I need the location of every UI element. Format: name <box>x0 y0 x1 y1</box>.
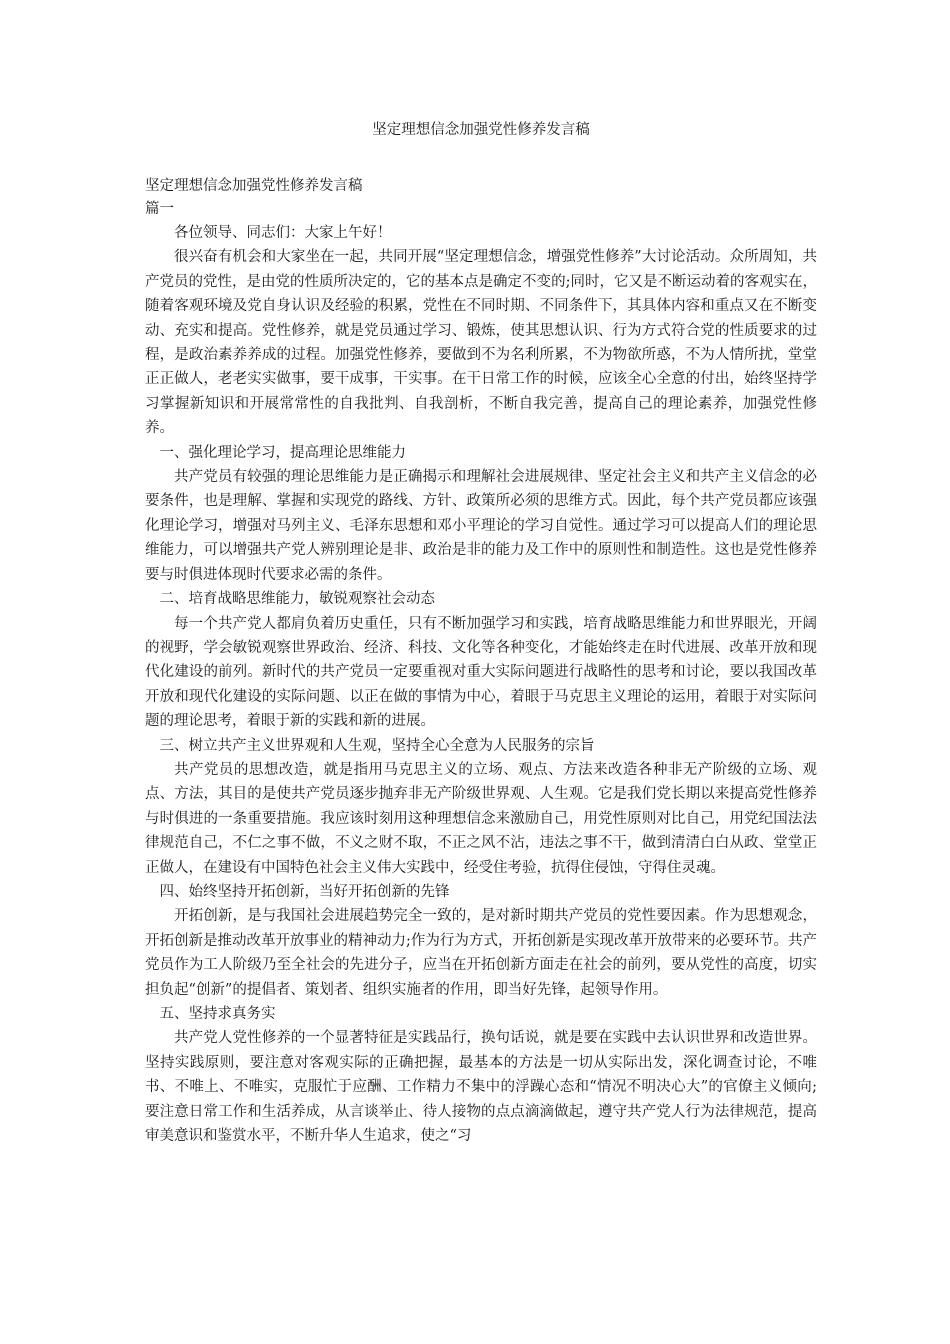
intro-paragraph: 很兴奋有机会和大家坐在一起，共同开展“坚定理想信念，增强党性修养”大讨论活动。众所周知，共产党员的党性，是由党的性质所决定的，它的基本点是确定不变的;同时，它又是不断运动着的客观实在，随着客观环境及党自身认识及经验的积累，党性在不同时期、不同条件下，其具体内容和重点又在不断变动、充实和提高。党性修养，就是党员通过学习、锻炼，使其思想认识、行为方式符合党的性质要求的过程，是政治素养养成的过程。加强党性修养，要做到不为名利所累，不为物欲所惑，不为人情所扰，堂堂正正做人，老老实实做事，要干成事，干实事。在干日常工作的时候，应该全心全意的付出，始终坚持学习掌握新知识和开展常常性的自我批判、自我剖析，不断自我完善，提高自己的理论素养，加强党性修养。 <box>145 249 817 437</box>
paragraph-5: 共产党人党性修养的一个显著特征是实践品行，换句话说，就是要在实践中去认识世界和改造世界。坚持实践原则，要注意对客观实际的正确把握，最基本的方法是一切从实际出发，深化调查讨论，不唯书、不唯上、不唯实，克服忙于应酬、工作精力不集中的浮躁心态和“情况不明决心大”的官僚主义倾向;要注意日常工作和生活养成，从言谈举止、待人接物的点点滴滴做起，遵守共产党人行为法律规范，提高审美意识和鉴赏水平，不断升华人生追求，使之“习 <box>145 1030 817 1145</box>
heading-4: 四、始终坚持开拓创新，当好开拓创新的先锋 <box>159 883 450 900</box>
heading-1: 一、强化理论学习，提高理论思维能力 <box>159 444 406 461</box>
paragraph-2: 每一个共产党人都肩负着历史重任，只有不断加强学习和实践，培育战略思维能力和世界眼光，开阔的视野，学会敏锐观察世界政治、经济、科技、文化等各种变化，才能始终走在时代进展、改革开放和现代化建设的前列。新时代的共产党员一定要重视对重大实际问题进行战略性的思考和讨论，要以我国改革开放和现代化建设的实际问题、以正在做的事情为中心，着眼于马克思主义理论的运用，着眼于对实际问题的理论思考，着眼于新的实践和新的进展。 <box>145 615 817 730</box>
paragraph-4: 开拓创新，是与我国社会进展趋势完全一致的，是对新时期共产党员的党性要因素。作为思想观念，开拓创新是推动改革开放事业的精神动力;作为行为方式，开拓创新是实现改革开放带来的必要环节。共产党员作为工人阶级乃至全社会的先进分子，应当在开拓创新方面走在社会的前列，要从党性的高度，切实担负起“创新”的提倡者、策划者、组织实施者的作用，即当好先锋，起领导作用。 <box>145 908 817 998</box>
heading-2: 二、培育战略思维能力，敏锐观察社会动态 <box>159 591 435 608</box>
section-label: 篇一 <box>145 201 174 217</box>
heading-5: 五、坚持求真务实 <box>159 1006 276 1022</box>
heading-3: 三、树立共产主义世界观和人生观，坚持全心全意为人民服务的宗旨 <box>159 737 595 754</box>
paragraph-1: 共产党员有较强的理论思维能力是正确揭示和理解社会进展规律、坚定社会主义和共产主义信念的必要条件，也是理解、掌握和实现党的路线、方针、政策所必须的思维方式。因此，每个共产党员都应该强化理论学习，增强对马列主义、毛泽东思想和邓小平理论的学习自觉性。通过学习可以提高人们的理论思维能力，可以增强共产党人辨别理论是非、政治是非的能力及工作中的原则性和制造性。这也是党性修养要与时俱进体现时代要求必需的条件。 <box>145 469 817 583</box>
document-subtitle: 坚定理想信念加强党性修养发言稿 <box>145 178 363 194</box>
paragraph-3: 共产党员的思想改造，就是指用马克思主义的立场、观点、方法来改造各种非无产阶级的立场、观点、方法，其目的是使共产党员逐步抛弃非无产阶级世界观、人生观。它是我们党长期以来提高党性修养与时俱进的一条重要措施。我应该时刻用这种理想信念来激励自己，用党性原则对比自己，用党纪国法法律规范自己，不仁之事不做，不义之财不取，不正之风不沾，违法之事不干，做到清清白白从政、堂堂正正做人，在建设有中国特色社会主义伟大实践中，经受住考验，抗得住侵蚀，守得住灵魂。 <box>145 761 817 876</box>
document-page <box>145 118 817 1148</box>
greeting: 各位领导、同志们：大家上午好！ <box>174 225 392 241</box>
document-title: 坚定理想信念加强党性修养发言稿 <box>372 122 590 138</box>
